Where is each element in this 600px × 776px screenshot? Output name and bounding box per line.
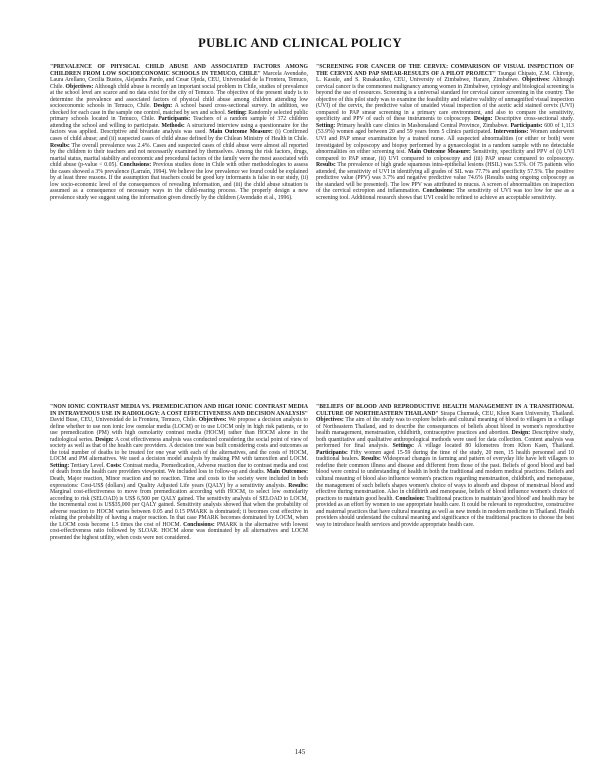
section-text: The aim of the study was to explore beliefs and cultural meaning of blood to villagers in a village of Northeastern Thailand, and to describe the consequences of beliefs about blood in women's reproductive health management, menstruation, childbirth, contraceptive practices and abortion.	[316, 417, 574, 437]
abstract-3	[50, 404, 308, 744]
section-text: Sensitivity, specificity and PPV of (i) UVI compared to PAP smear, (ii) UVI compared to colposcopy and (iii) PAP smear compared to colposcopy.	[316, 149, 574, 162]
section-label: Results:	[316, 162, 336, 169]
section-label: Objectives:	[65, 83, 94, 90]
section-text: Randomly selected public primary schools located in Temuco, Chile.	[50, 109, 308, 123]
section-text: PMARK is the alternative with lowest cost-effectiveness ratio followed by SLOAR. HOCM alone was dominated by all alternatives and LOCM presented the highest utility, when costs were not considered.	[50, 521, 308, 541]
section-label: Design:	[473, 116, 493, 123]
section-text: Widespread changes in farming and pattern of everyday life have left villagers to redefine their common illness and disease and different from those of the past. Beliefs of good blood and bad blood were central to understanding of health in both the traditional and modern medical practices. Beliefs and cultural meaning of blood also influence women's practices regarding menstruation, childbirth, and menopause, the management of such beliefs shapes women's choice of ways to absorb and dispose of menstrual blood and effective during menstruation. Also in childbirth and menopause, beliefs of blood influence women's choice of practices to maintain good health.	[316, 456, 574, 502]
section-label: Main Outcomes:	[266, 469, 308, 476]
section-label: Interventions:	[493, 129, 529, 136]
section-text: Traditional practices to maintain 'good blood' and health may be provided as an effort by women to use appropriate health care. It could be relevant to reproductive, constructive and maternal practices that have cultural meaning as well as new trends in modern medicine in Thailand. Health providers should understand the cultural meaning and significance of the traditional practices to choose the best way to introduce health services and provide appropriate health care.	[316, 495, 574, 528]
section-label: Objectives:	[316, 417, 344, 424]
section-text: Fifty women aged 15-59 during the time of the study, 20 men, 15 health personnel and 10 traditional healers.	[316, 449, 574, 463]
abstract-title: "BELIEFS OF BLOOD AND REPRODUCTIVE HEALTH MANAGEMENT IN A TRANSITIONAL CULTURE OF NORTHEASTERN THAILAND"	[316, 404, 574, 417]
abstract-text	[316, 404, 574, 528]
section-label: Setting:	[227, 109, 247, 116]
abstract-2	[316, 64, 574, 358]
section-label: Participants:	[158, 116, 191, 123]
abstract-title: "PREVALENCE OF PHYSICAL CHILD ABUSE AND ASSOCIATED FACTORS AMONG CHILDREN FROM LOW SOCIOECONOMIC SCHOOLS IN TEMUCO, CHILE"	[50, 64, 308, 77]
abstract-text	[316, 64, 574, 201]
section-label: Participants:	[510, 122, 543, 129]
section-label: Main Outcome Measure:	[209, 129, 273, 136]
section-label: Results:	[361, 456, 381, 463]
section-text: We propose a decision analysis to define whether to use non ionic low osmolar media (LOCM) or to use LOCM only in high risk patients, or to use premedication (PM) with high osmolarity contrast media (HOCM) rather than HOCM alone in the radiological series.	[50, 417, 308, 443]
abstract-text	[50, 404, 308, 541]
section-text: A cost effectiveness analysis was conducted considering the social point of view of society as well as that of the health care providers. A decision tree was built considering costs and outcomes as the total number of deaths to be treated for one year with each of the alternatives, and the costs of HOCM, LOCM and PM alternatives. We used a decision model analysis by making PM with tamoxifen and LOCM.	[50, 436, 308, 463]
section-label: Setting:	[316, 122, 336, 129]
section-label: Design:	[153, 103, 173, 110]
abstract-authors: David Buse, CEU, Universidad de la Frontera, Temuco, Chile.	[50, 417, 197, 424]
section-text: Marginal cost-effectiveness to move from premedication according with HOCM, to select low osmolarity according to risk (SELOAD) is US$ 6,500 per QALY gained. The sensitivity analysis of SELOAD to LOCM, the incremental cost is US$35,000 per QALY gained. Sensitivity analysis showed that when the probability of adverse reaction to HOCM varies between 0.05 and 0.15 PMARK is dominated; it becomes cost effective in relating the probability of having a major reaction. In that case PMARK becomes dominated by LOCM, when the LOCM costs become 1.5 times the cost of HOCM.	[50, 489, 308, 528]
section-label: Conclusions:	[183, 521, 215, 528]
section-text: Descriptive study, both quantitative and qualitative anthropological methods were used for data collection. Content analysis was performed for final analysis.	[316, 430, 574, 450]
abstract-authors: Sirapa Chumsuk, CEU, Khon Kaen University, Thailand.	[440, 410, 574, 417]
section-text: Although cervical cancer is the commonest malignancy among women in Zimbabwe, cytology and biological screening is beyond the use of resources. Screening is a universal standard for cervical cancer screening in the country. The objective of this pilot study was to examine the feasibility and relative validity of unmagnified visual inspection (UVI) of the cervix, the predictive value of unaided visual inspection of the acetic acid stained cervix (UVI) compared to PAP smear screening in a primary care environment, and also to compare the sensitivity, specificity and PPV of each of these instruments to colposcopy.	[316, 77, 574, 123]
section-label: Design:	[511, 430, 531, 437]
abstract-1	[50, 64, 308, 358]
abstract-4	[316, 404, 574, 744]
abstract-text	[50, 64, 308, 201]
section-label: Methods:	[161, 122, 185, 129]
section-text: Contrast media, Premedication, Adverse reaction due to contrast media and cost of death from the health care providers viewpoint. We included loss to follow-up and deaths.	[50, 462, 308, 476]
abstract-authors: Tsungai Chipato, Z.M. Chirenje, L. Kasule, and S. Rusakaniko, CEU, University of Zimbabwe, Harare, Zimbabwe.	[316, 70, 574, 84]
section-text: The sensitivity of UVI was too low for use as a screening tool. Additional research shows that UVI could be refined to achieve an acceptable sensitivity.	[316, 188, 574, 201]
section-label: Conclusions:	[119, 162, 152, 169]
page-number: 145	[294, 748, 306, 756]
section-label: Design:	[95, 436, 114, 443]
section-text: Women underwent UVI and PAP smear examination by a trained nurse. All suspected abnormalities (or either or both) were investigated by colposcopy and biopsy performed by a gynaecologist in a random sample with no detectable abnormalities on either screening test.	[316, 129, 574, 156]
section-label: Results:	[50, 142, 70, 149]
section-text: (i) Confirmed cases of child abuse; and (ii) suspected cases of child abuse defined by the Chilean Ministry of Health in Chile.	[50, 129, 308, 143]
section-label: Setting:	[50, 462, 70, 469]
section-text: Tertiary Level.	[70, 462, 105, 469]
section-text: Primary health care clinics in Mashonaland Central Province, Zimbabwe.	[336, 122, 509, 129]
section-text: Death, Major reaction, Minor reaction and no reaction. Time and costs to the society were included in both expressions: Cost-US$ (dollars) and Quality Adjusted Life years (QALY) by a sensitivity analysis.	[50, 476, 308, 489]
section-label: Participants:	[316, 449, 348, 456]
section-text: Although child abuse is recently an important social problem in Chile, studies of prevalence at the school level are scarce and no data exist for the city of Temuco. The objective of the present study is to determine the prevalence and associated factors of physical child abuse among children attending low socioeconomic schools in Temuco, Chile.	[50, 83, 308, 110]
section-label: Costs:	[106, 462, 122, 469]
section-label: Main Outcome Measure:	[407, 149, 471, 156]
section-text: The prevalence of high grade squamous intra-epithelial lesions (HSIL) was 5.5%. Of 75 patients who attended, the sensitivity of UVI in identifying all grades of SIL was 77.7% and specificity 57.5%. The positive predictive value (PPV) was 3.7% and negative predictive value 74.6% (Results using ongoing colposcopy as the standard will be presented). The low PPV was attributed to mucus. A screen of abnormalities on inspection of the cervical ectropion and inflammation.	[316, 162, 574, 195]
abstract-title: "NON IONIC CONTRAST MEDIA VS. PREMEDICATION AND HIGH IONIC CONTRAST MEDIA IN INTRAVENOUS USE IN RADIOLOGY: A COST EFFECTIVENESS AND DECISION ANALYSIS"	[50, 404, 308, 417]
section-text: Previous studies done in Chile with other methodologies to assess the cases showed a 3% prevalence (Larraín, 1994). We believe the low prevalence we found could be explained by at least three reasons. If the assumption that teachers could be good key informants is false in our study, (ii) low socio-economic level of the consequences of revealing information, and (iii) the child abuse situation is assumed as a consequence of necessary ways in the child-rearing process. The properly design a new prevalence study we suggest using the information given directly by the children (Avendaño et al., 1996).	[50, 162, 308, 201]
section-heading: PUBLIC AND CLINICAL POLICY	[198, 36, 402, 50]
abstract-title: "SCREENING FOR CANCER OF THE CERVIX: COMPARISON OF VISUAL INSPECTION OF THE CERVIX AND PAP SMEAR-RESULTS OF A PILOT PROJECT"	[316, 64, 574, 77]
section-text: Descriptive cross-sectional study.	[494, 116, 574, 123]
section-text: A school based cross-sectional survey. In addition, we checked for each case in the sample one control, matched by sex and school.	[50, 103, 308, 116]
abstract-authors: Marcela Avendaño, Laura Arellano, Cecilia Bustos, Alejandra Pardo, and Cesar Ojeda, CEU, Universidad de la Frontera, Temuco, Chile.	[50, 70, 308, 90]
section-text: The overall prevalence was 2.4%. Cases and suspected cases of child abuse were almost all reported by the children to their teachers and not necessarily examined by themselves. Among the risk factors, drugs, marital status, marital stability and economic and procedural factors of the family were the most associated with child abuse (p-value < 0.05).	[50, 142, 308, 169]
section-text: A structured interview using a questionnaire for the factors was applied. Descriptive and bivariate analysis was used.	[50, 122, 308, 136]
section-label: Results:	[288, 482, 308, 489]
section-text: 600 of 1,113 (53.9%) women aged between 20 and 59 years from 5 clinics participated.	[316, 122, 574, 136]
section-text: A village located 80 kilometres from Khon Kaen, Thailand.	[417, 443, 574, 450]
section-label: Objectives:	[198, 417, 227, 424]
section-label: Objectives:	[521, 77, 550, 84]
section-label: Conclusion:	[395, 495, 425, 502]
section-label: Conclusions:	[422, 188, 455, 195]
section-label: Settings:	[392, 443, 415, 450]
section-text: Teachers of a random sample of 372 children attending the school and willing to participate.	[50, 116, 308, 129]
